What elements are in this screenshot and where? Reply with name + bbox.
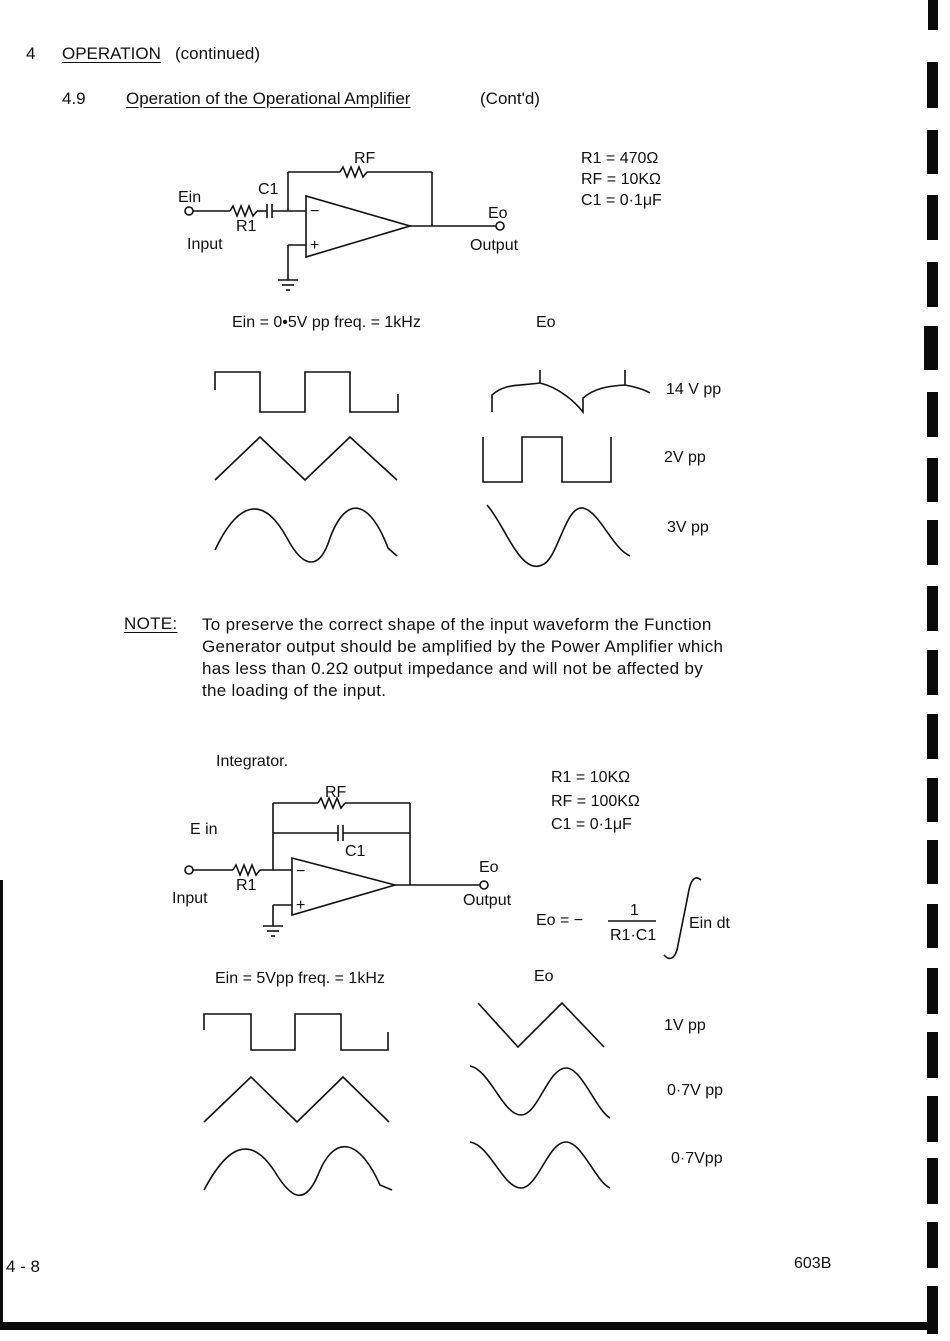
noninverting-input-sign: +	[310, 237, 320, 254]
subsection-suffix: (Cont'd)	[480, 89, 540, 108]
note-line: has less than 0.2Ω output impedance and will not be affected by	[202, 659, 704, 678]
output-triangle-response	[478, 1003, 604, 1047]
eo-label: Eo	[479, 859, 499, 876]
output-amplitude-square: 1V pp	[664, 1017, 706, 1034]
eo-label: Eo	[488, 205, 508, 222]
component-value-c1: C1 = 0·1μF	[581, 192, 662, 209]
noninverting-input-sign: +	[296, 897, 306, 914]
output-amplitude-sine: 0·7Vpp	[671, 1150, 723, 1167]
input-label: Input	[172, 890, 208, 907]
output-waveforms	[470, 1003, 610, 1188]
op-amp-triangle	[292, 858, 395, 915]
input-sine-wave	[204, 1147, 392, 1196]
c1-label: C1	[258, 181, 279, 198]
subsection-number: 4.9	[62, 89, 86, 108]
component-value-c1: C1 = 0·1μF	[551, 816, 632, 833]
component-value-r1: R1 = 10KΩ	[551, 769, 631, 786]
output-amplitude-sine: 3V pp	[667, 519, 709, 536]
section-suffix: (continued)	[175, 44, 261, 63]
section-title: OPERATION	[62, 44, 161, 63]
formula-denominator: R1·C1	[610, 927, 657, 944]
formula-integrand: Ein dt	[689, 915, 730, 932]
input-waveform-caption: Ein = 0•5V pp freq. = 1kHz	[232, 314, 421, 331]
formula-lhs: Eo = −	[536, 912, 584, 929]
input-waveform-caption: Ein = 5Vpp freq. = 1kHz	[215, 970, 385, 987]
c1-label: C1	[345, 843, 366, 860]
ein-label: E in	[190, 821, 218, 838]
inverting-input-sign: −	[310, 203, 320, 220]
formula-numerator: 1	[630, 902, 639, 919]
rf-label: RF	[354, 150, 376, 167]
rf-label: RF	[325, 784, 347, 801]
output-waveform-caption: Eo	[536, 314, 556, 331]
r1-label: R1	[236, 877, 257, 894]
output-label: Output	[463, 892, 512, 909]
note-line: To preserve the correct shape of the input waveform the Function	[202, 615, 712, 634]
output-label: Output	[470, 237, 519, 254]
note-label: NOTE:	[124, 614, 178, 633]
output-amplitude-square: 14 V pp	[666, 381, 722, 398]
component-value-rf: RF = 100KΩ	[551, 793, 640, 810]
output-cosine-response	[470, 1142, 610, 1188]
section-number: 4	[26, 44, 36, 63]
page-number: 4 - 8	[6, 1257, 41, 1276]
r1-label: R1	[236, 218, 257, 235]
ein-label: Ein	[178, 189, 202, 206]
integrator-formula	[536, 878, 730, 958]
note-line: the loading of the input.	[202, 681, 387, 700]
component-value-rf: RF = 10KΩ	[581, 171, 661, 188]
subsection-title: Operation of the Operational Amplifier	[126, 89, 411, 108]
integrator-title: Integrator.	[216, 753, 289, 770]
resistor-r1	[233, 865, 260, 875]
input-triangle-wave	[204, 1077, 389, 1122]
output-amplitude-triangle: 0·7V pp	[667, 1082, 724, 1099]
output-parabolic-response	[470, 1066, 610, 1118]
integrator-circuit	[185, 798, 488, 936]
input-waveforms	[204, 1014, 392, 1195]
inverting-input-sign: −	[296, 863, 306, 880]
input-square-wave	[204, 1014, 388, 1050]
model-number: 603B	[794, 1255, 832, 1272]
output-waveform-caption: Eo	[534, 968, 554, 985]
output-amplitude-triangle: 2V pp	[664, 449, 706, 466]
note-line: Generator output should be amplified by the Power Amplifier which	[202, 637, 724, 656]
component-value-r1: R1 = 470Ω	[581, 150, 659, 167]
input-label: Input	[187, 236, 223, 253]
